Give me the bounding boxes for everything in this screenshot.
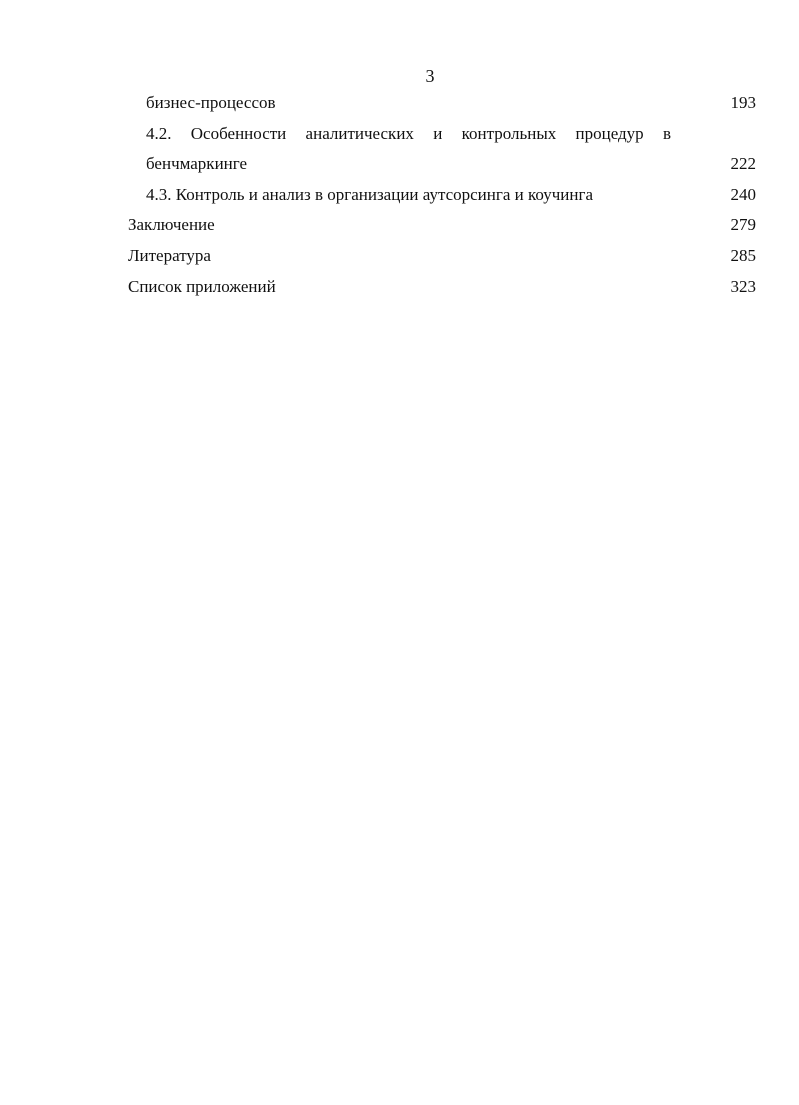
toc-entry-appendices-list xyxy=(0,275,799,306)
toc-entry-page: 285 xyxy=(730,245,756,265)
toc-entry-title: бенчмаркинге xyxy=(146,154,248,174)
toc-entry-page: 193 xyxy=(730,93,756,112)
page-number: 3 xyxy=(425,66,435,86)
toc-entry-title: Список приложений xyxy=(128,276,276,296)
toc-entry-page: 323 xyxy=(730,276,756,296)
toc-entry-4-2-line-1 xyxy=(0,122,799,153)
toc-entry-title: бизнес-процессов xyxy=(146,93,276,112)
toc-entry-title: Заключение xyxy=(128,215,215,235)
toc-entry-page: 240 xyxy=(730,184,756,204)
toc-entry-conclusion xyxy=(0,213,799,244)
toc-entry-literature xyxy=(0,244,799,275)
toc-entry-business-processes xyxy=(0,91,799,122)
table-of-contents xyxy=(0,91,799,305)
toc-entry-title: 4.3. Контроль и анализ в организации аутсорсинга и коучинга xyxy=(146,184,593,204)
toc-entry-page: 222 xyxy=(730,154,756,174)
toc-entry-title: 4.2. Особенности аналитических и контрольных процедур в xyxy=(146,123,671,143)
toc-entry-4-3 xyxy=(0,183,799,214)
toc-entry-title: Литература xyxy=(128,245,211,265)
toc-entry-4-2-line-2 xyxy=(0,152,799,183)
toc-entry-page: 279 xyxy=(730,215,756,235)
